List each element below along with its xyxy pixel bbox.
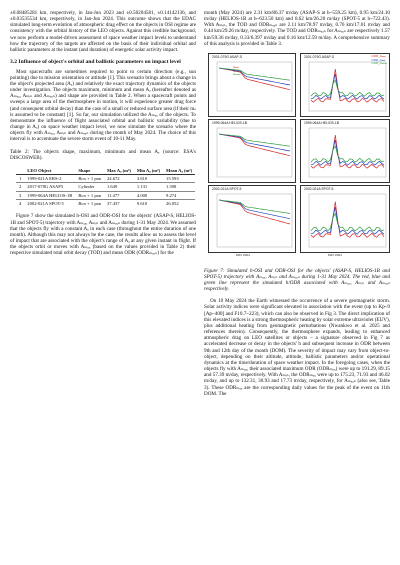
table-cell: 1999-064A HELIOS-1B (24, 191, 75, 199)
legend-item: Aₘₐₓ (233, 64, 239, 69)
legend-item: ODR_Aₘₑₐₙ (371, 61, 387, 66)
series-line (219, 134, 290, 151)
table-row (16, 191, 195, 199)
table-header: Mean Aₐ (m²) (163, 167, 195, 175)
legend-item: ODR_Aₘₐₓ (371, 53, 386, 58)
series-line (311, 202, 384, 238)
plot-svg (301, 186, 389, 252)
table-cell: Box + 1 pan (75, 191, 104, 199)
table-header: Shape (75, 167, 104, 175)
figure7-paragraph: Figure 7 show the simulated h-OSI and ODR-OSI for the objects' (ASAP-S, HELIOS-1B and SPOT-5) trajectory with Aₘₐₓ, Aₘᵢₙ and Aₘₑₐₙ during 1-31 May 2024. We assumed that the objects fly with a constant Aₐ in each case (throughout the entire duration of one month). Although this may not always be the case, the results allow us to assess the level of impact that are associated with the object's range of Aₐ at any given instant in flight. If the objects orbit or moves with Aₘₐₓ (based on the values provided in Table 2) their respective simulated total orbit decay (TOD) and mean ODR (ODRₘₑₐₙ) for the (10, 213, 196, 257)
table-cell: 4.000 (134, 191, 163, 199)
plot-svg (209, 120, 295, 182)
table-cell: 2017-078G ASAP5 (24, 183, 75, 191)
left-column (10, 10, 196, 262)
table-cell: 2002-021A SPOT-5 (24, 200, 75, 208)
bottom-paragraph: On 10 May 2024 the Earth witnessed the occurrence of a severe geomagnetic storm. Solar activity indices were significant elevated in association with the event (up to Kp~9 [Ap~400] and F10.7~223), which can also be observed in Fig 3. The direct implication of this elevated indices is a strong thermospheric heating by solar extreme ultraviolet (EUV), plus additional heating from geomagnetic perturbations (Nwankwo et al. 2025 and references therein). Consequently, the thermosphere expands, leading to enhanced atmospheric drag on LEO satellites or objects – a signature observed in Fig 7 as accelerated decrease or decay in the objects' h and subsequent increase in ODR between 9th and 12th day of the month (DOM). The severity of impact may vary from object-to-object, depending on their altitude, attitude, ballistic parameters and/or operational dynamics at the time/duration of space weather impact. In the foregoing cases, when the objects fly with Aₘₐₓ, their associated maximum ODR (ODRₘₐₓ) were up to 191.29, 89.15 and 57.39 m/day, respectively. With Aₘᵢₙ, the ODRₘₐₓ were up to 175.23, 71.93 and 46.02 m/day, and up to 132.31, 30.93 and 17.73 m/day, respectively, for Aₘₑₐₙ (also see, Table 3). These ODRₘₐₓ are the corresponding daily values for the peak of the event on 11th DOM. The (204, 298, 390, 397)
legend-item: ODR_Aₘᵢₙ (371, 57, 386, 62)
series-line (311, 213, 384, 231)
table-cell: 2 (16, 183, 24, 191)
panel-spot-orbit (208, 185, 296, 253)
panel-title: 2002-021A SPOT-5 (212, 186, 242, 191)
objects-table (16, 167, 195, 207)
main-paragraph: Most spacecrafts are sometimes required to point to certain direction (e.g., sun pointing) due to mission orientation or attitude [1]. This scenario brings about a change in the object's projected area (Aₐ) and relatively the exact trajectory dynamics of the objects under investigation. The objects maximum, minimum and mean Aₐ (hereafter denoted as Aₘₐₓ, Aₘᵢₙ and Aₘₑₐₙ) and shape are provided in Table 2. When a spacecraft points and sweeps a large area of the thermosphere in motion, it will experience greater drag force (and consequent orbital decay) than the case of a small or reduced surface area (if their mₛ is assumed to be constant) [1]. So far, our simulation utilized the Aₘₐₓ of the objects. To demonstrate the influence of flight associated orbital and ballistic variability (due to change in Aₐ) on space weather impact level, we now simulate the scenario where the objects fly with Aₘₐₓ, Aₘᵢₙ and Aₘₑₐₙ during the month of May 2024. The choice of this interval is to accentuate the severe storm event of 10-11 May. (10, 68, 196, 143)
panel-title: 2001-079G ASAP-S (304, 54, 335, 59)
table-row (16, 175, 195, 183)
panel-helios-odr (300, 119, 390, 183)
table-cell: 37.437 (104, 200, 134, 208)
table-cell: 3.610 (134, 175, 163, 183)
x-axis-label: MAY 2024 (236, 252, 250, 257)
table-cell: Cylinder (75, 183, 104, 191)
panel-asap-orbit (208, 53, 296, 117)
panel-title: 1999-064A HELIOS-1B (304, 120, 340, 125)
table-cell: 1.649 (104, 183, 134, 191)
table-header: LEO Object (24, 167, 75, 175)
table-cell: 9.274 (163, 191, 195, 199)
table-cell: 1 (16, 175, 24, 183)
top-paragraph: month (May 2024) are 2.31 km/86.37 m/day (ASAP-S at h~559.25 km), 0.95 km/24.10 m/day (HELIOS-1B at h~623.50 km) and 0.62 km/26.20 m/day (SPOT-5 at h~722.43). With Aₘᵢₙ, the TOD and ODRₘₑₐₙ are 2.11 km/78.97 m/day, 0.76 km/17.01 m/day and 0.44 km/29.26 m/day, respectively. The TOD and ODRₘₑₐₙ for Aₘₑₐₙ are respectively 1.57 km/59.36 m/day, 0.33/6.397 m/day and 0.16 km/12.59 m/day. A comprehensive summary of this analysis is provided in Table 3. (204, 10, 390, 47)
panel-asap-odr (300, 53, 390, 117)
table-cell: 3 (16, 191, 24, 199)
table-caption: Table 2: The objects shape, maximum, minimum and mean Aₐ (source: ESA's DISCOSWEB). (10, 148, 196, 161)
panel-title: 1999-064A HELIOS-1B (212, 120, 248, 125)
panel-title: 2002-021A SPOT-5 (304, 186, 334, 191)
table-row (16, 183, 195, 191)
plot-svg (209, 186, 295, 252)
plot-frame (309, 128, 386, 177)
right-column (204, 10, 390, 403)
table-header: Min Aₐ (m²) (134, 167, 163, 175)
series-line (311, 80, 384, 96)
legend-item: Aₘₑₐₙ (233, 72, 241, 77)
table-cell: 24.672 (104, 175, 134, 183)
plot-frame (309, 194, 386, 247)
panel-spot-odr (300, 185, 390, 253)
table-cell: 1999-021A ERS-2 (24, 175, 75, 183)
table-cell: 26.052 (163, 200, 195, 208)
panel-helios-orbit (208, 119, 296, 183)
table-cell: Box + 1 pan (75, 175, 104, 183)
figure-caption: Figure 7: Simulated h-OSI and ODR-OSI for the objects' (ASAP-S, HELIOS-1B and SPOT-5) trajectory with Aₘₐₓ, Aₘᵢₙ and Aₘₑₐₙ during 1-31 May 2024. The red, blue and green line represent the simulated h/ODR associated with Aₘₐₓ, Aₘᵢₙ and Aₘₑₐₙ respectively. (204, 267, 390, 293)
table-header: Max Aₐ (m²) (104, 167, 134, 175)
legend-item: Aₘᵢₙ (233, 68, 239, 73)
table-cell: 11.477 (104, 191, 134, 199)
series-line (219, 200, 290, 219)
table-row (16, 200, 195, 208)
table-cell: 4 (16, 200, 24, 208)
table-cell: 1.131 (134, 183, 163, 191)
panel-title: 2001-079G ASAP-S (212, 54, 243, 59)
figure-7 (204, 53, 390, 265)
section-heading: 3.2 Influence of object's orbital and ballistic parameters on impact level (10, 59, 181, 66)
table-cell: Box + 1 pan (75, 200, 104, 208)
table-cell: 15.593 (163, 175, 195, 183)
plot-svg (209, 54, 295, 116)
series-line (311, 146, 384, 162)
plot-frame (309, 62, 386, 111)
intro-paragraph: ±0.08485281 km, respectively, in Jan-Jun 2023 and ±0.50204581, ±0.14142136, and ±0.03535534 km, respectively, in Jan-Jun 2024. This outcome shows that the EDAC simulated long-term evolution of atmospheric drag effect on the objects in OSI regime are consistency with the orbital history of the LEO objects. Against this credible background, we now perform a model-driven assessment of space weather impact levels to understand how the trajectory of the targets are affected on the basis of their individual orbital and ballistic parameters at the instant (and duration) of energetic solar activity impact. (10, 10, 196, 53)
x-axis-label: MAY 2024 (328, 252, 342, 257)
table-cell: 9.610 (134, 200, 163, 208)
plot-svg (301, 54, 389, 116)
table-cell: 1.508 (163, 183, 195, 191)
plot-svg (301, 120, 389, 182)
